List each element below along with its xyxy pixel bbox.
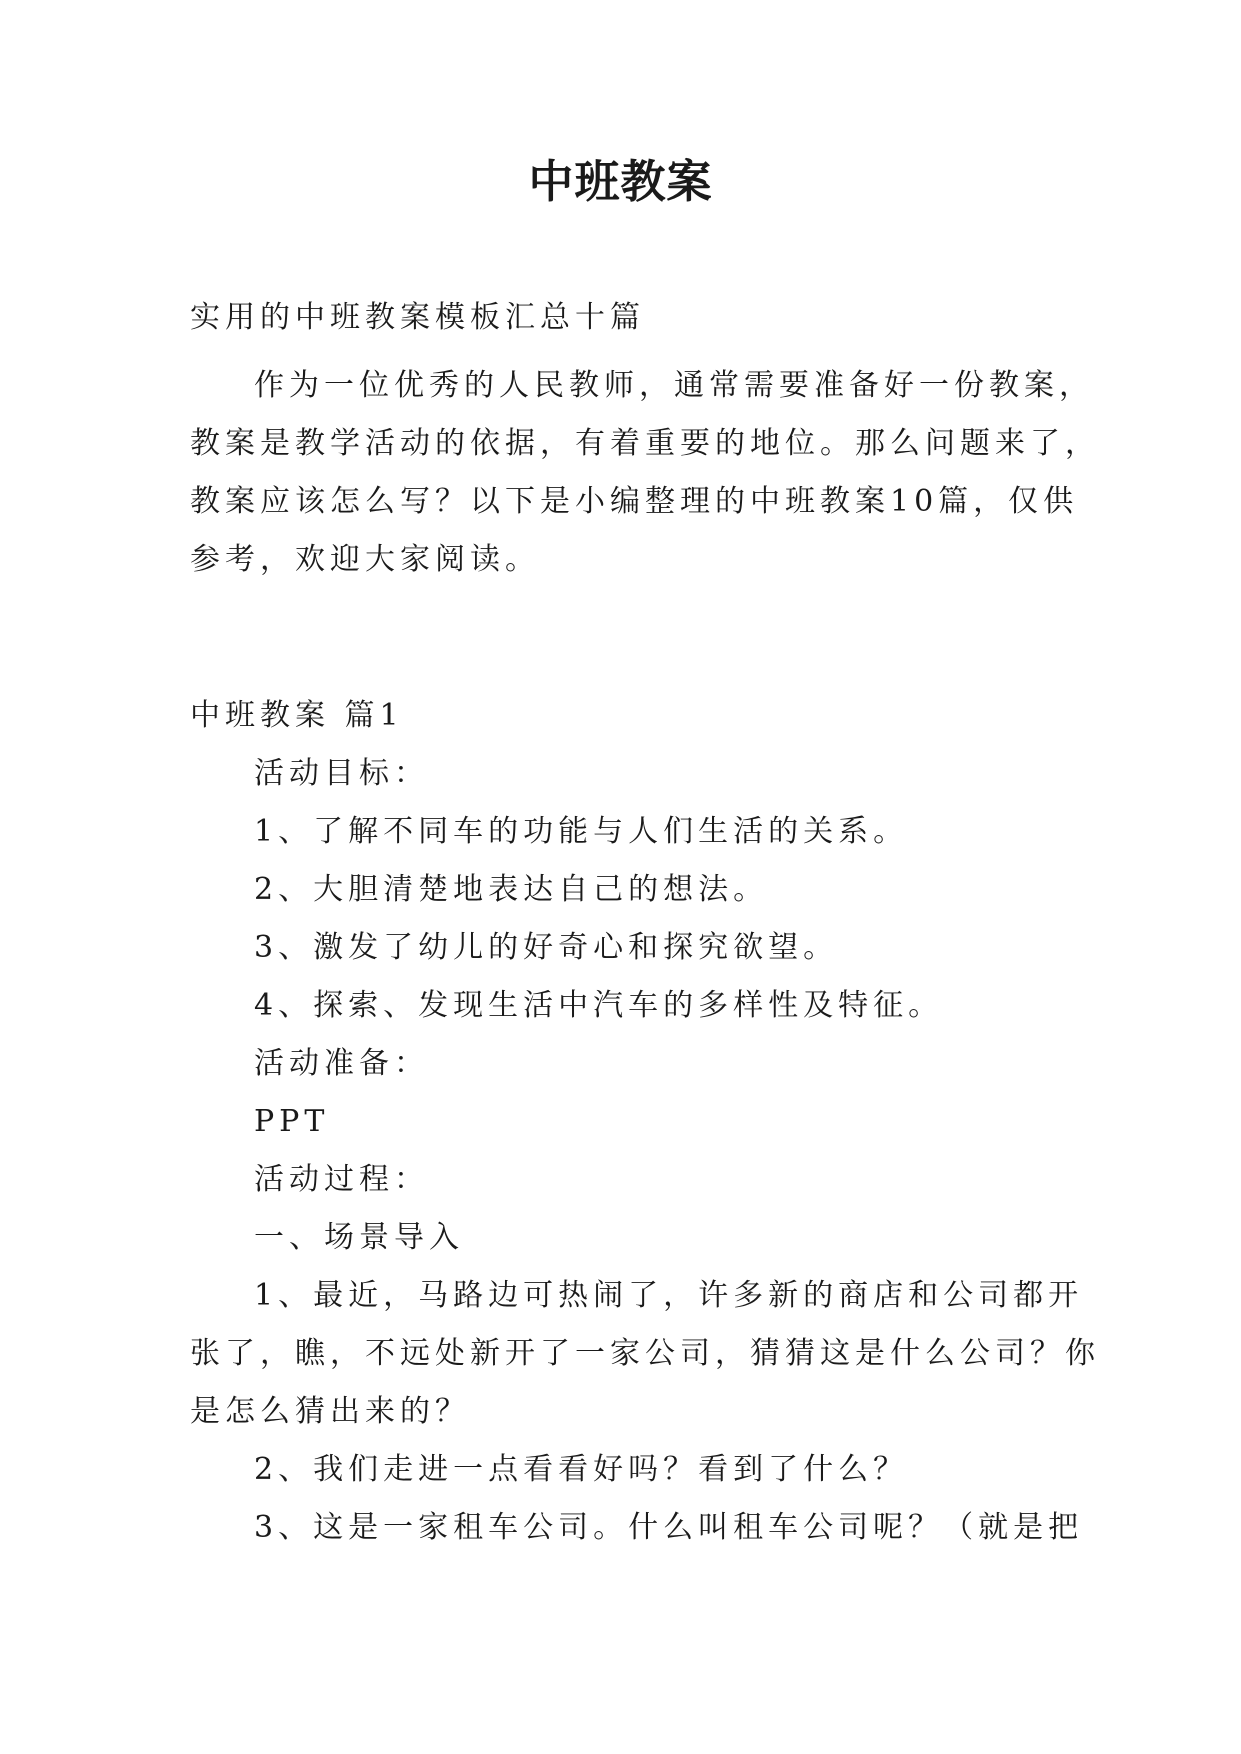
intro-line-3: 教案应该怎么写？以下是小编整理的中班教案10篇，仅供	[190, 484, 1079, 519]
body-line: 2、大胆清楚地表达自己的想法。	[254, 872, 769, 907]
body-line: 活动过程：	[254, 1162, 429, 1197]
body-line: 4、探索、发现生活中汽车的多样性及特征。	[254, 988, 944, 1023]
body-line: 2、我们走进一点看看好吗？看到了什么？	[254, 1452, 909, 1487]
body-line: 活动准备：	[254, 1046, 429, 1081]
document-title: 中班教案	[528, 155, 713, 208]
intro-line-4: 参考，欢迎大家阅读。	[190, 542, 540, 577]
body-line: 是怎么猜出来的？	[190, 1394, 470, 1429]
body-line: 3、激发了幼儿的好奇心和探究欲望。	[254, 930, 839, 965]
body-line: 张了，瞧，不远处新开了一家公司，猜猜这是什么公司？你	[190, 1336, 1100, 1371]
body-line: 一、场景导入	[254, 1220, 464, 1255]
intro-line-1: 作为一位优秀的人民教师，通常需要准备好一份教案，	[254, 368, 1094, 403]
body-line: 1、最近，马路边可热闹了，许多新的商店和公司都开	[254, 1278, 1084, 1313]
intro-line-2: 教案是教学活动的依据，有着重要的地位。那么问题来了，	[190, 426, 1100, 461]
body-line: PPT	[254, 1104, 330, 1139]
document-subtitle: 实用的中班教案模板汇总十篇	[190, 300, 645, 335]
body-line: 3、这是一家租车公司。什么叫租车公司呢？（就是把	[254, 1510, 1084, 1545]
body-line: 1、了解不同车的功能与人们生活的关系。	[254, 814, 909, 849]
section-heading: 中班教案 篇1	[190, 698, 404, 733]
body-line: 活动目标：	[254, 756, 429, 791]
